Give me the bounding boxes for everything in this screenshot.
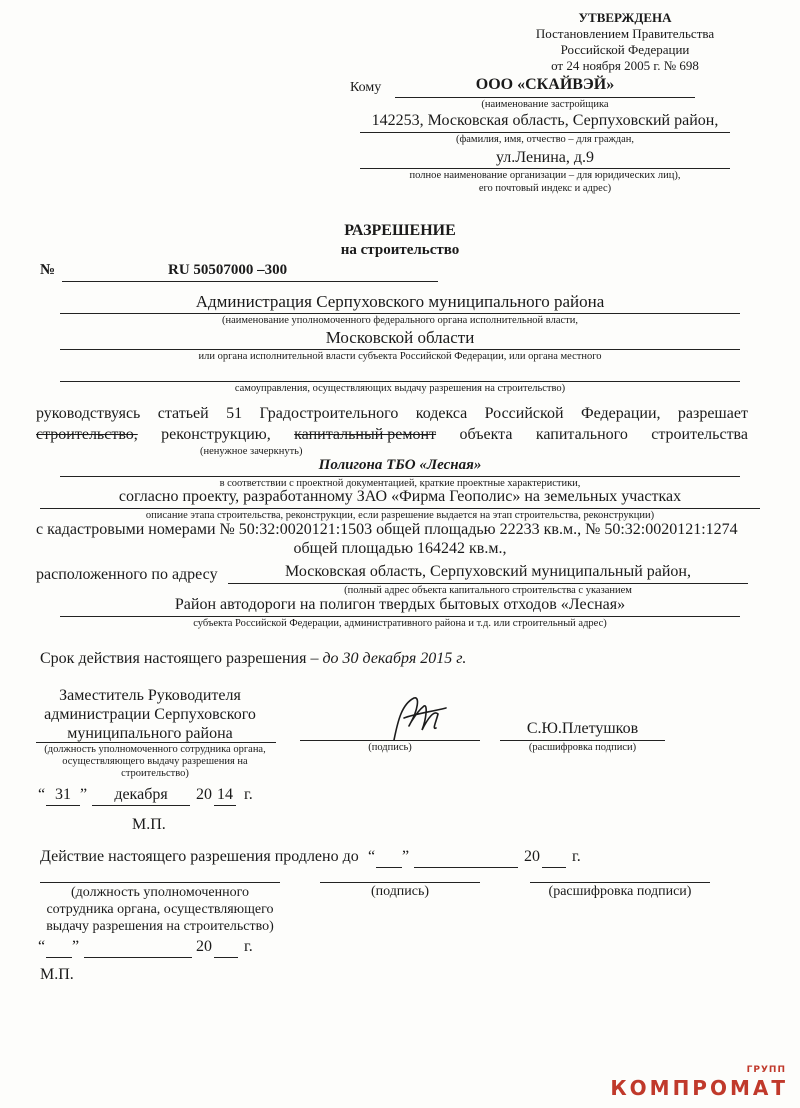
position-caption-1: (должность уполномоченного сотрудника органа, <box>44 744 266 755</box>
extension-date-close-quote: ” <box>72 938 80 955</box>
extension-month-line <box>414 867 518 868</box>
extension-date-day-line <box>46 957 72 958</box>
extension-signature-caption: (подпись) <box>370 884 430 899</box>
extension-year-unit: г. <box>572 848 581 865</box>
date-open-quote: “ <box>38 786 46 803</box>
cadastral-line-2: общей площадью 164242 кв.м., <box>293 540 507 557</box>
stamp-place-2: М.П. <box>40 966 74 983</box>
watermark-logo <box>610 1065 788 1100</box>
addressee-name-line <box>395 97 695 98</box>
authority-caption-3: самоуправления, осуществляющих выдачу разрешения на строительство) <box>234 383 566 394</box>
struck-capital-repair: капитальный ремонт <box>294 426 437 443</box>
body-word: объекта <box>459 426 513 443</box>
date-day: 31 <box>55 786 71 803</box>
signature-line <box>300 740 480 741</box>
reconstruction-word: реконструкцию, <box>161 426 271 443</box>
body-word: Российской <box>484 405 564 422</box>
extension-open-quote: “ <box>368 848 376 865</box>
approved-line1: Постановлением Правительства <box>535 26 715 41</box>
extension-signature-line <box>320 882 480 883</box>
location-1: Московская область, Серпуховский муниципальный район, <box>284 563 691 580</box>
struck-construction: строительство, <box>36 426 138 443</box>
signer-name-caption: (расшифровка подписи) <box>528 742 637 753</box>
validity-date: до 30 декабря 2015 г. <box>322 650 467 667</box>
addressee-caption-4: его почтовый индекс и адрес) <box>478 183 612 194</box>
extension-year-line <box>542 867 566 868</box>
document-title: РАЗРЕШЕНИЕ <box>344 222 456 239</box>
signer-name: С.Ю.Плетушков <box>526 720 639 737</box>
approved-block <box>520 10 730 74</box>
extension-day-line <box>376 867 402 868</box>
authority-caption-1: (наименование уполномоченного федерального органа исполнительной власти, <box>221 315 579 326</box>
extension-signer-line <box>530 882 710 883</box>
addressee-caption-2: (фамилия, имя, отчество – для граждан, <box>455 134 635 145</box>
stamp-place-1: М.П. <box>132 816 166 833</box>
position-caption <box>20 744 290 780</box>
extension-year-prefix: 20 <box>524 848 540 865</box>
watermark-small: ГРУПП <box>746 1065 786 1075</box>
body-word: Градостроительного <box>259 405 399 422</box>
extension-date-open-quote: “ <box>38 938 46 955</box>
date-year-unit: г. <box>244 786 253 803</box>
validity-text: Срок действия настоящего разрешения – <box>40 650 319 667</box>
signer-position-3: муниципального района <box>67 725 233 742</box>
document-subtitle: на строительство <box>340 242 460 258</box>
position-caption-2: осуществляющего выдачу разрешения на <box>62 756 248 767</box>
addressee-label: Кому <box>350 80 382 95</box>
location-1-line <box>228 583 748 584</box>
addressee-caption-3: полное наименование организации – для юридических лиц), <box>409 170 681 181</box>
date-year-line <box>214 805 236 806</box>
signer-name-line <box>500 740 665 741</box>
location-2: Район автодороги на полигон твердых бытовых отходов «Лесная» <box>174 596 626 613</box>
addressee-name: ООО «СКАЙВЭЙ» <box>475 76 615 93</box>
location-caption-1: (полный адрес объекта капитального строительства с указанием <box>344 585 632 596</box>
date-year-prefix: 20 <box>196 786 212 803</box>
location-2-line <box>60 616 740 617</box>
addressee-address-2: ул.Ленина, д.9 <box>495 149 595 166</box>
extension-date-month-line <box>84 957 192 958</box>
body-word: 51 <box>226 405 243 422</box>
addressee-address-1-line <box>360 132 730 133</box>
date-day-line <box>46 805 80 806</box>
date-month-line <box>92 805 190 806</box>
approved-title: УТВЕРЖДЕНА <box>578 10 672 25</box>
validity-line <box>40 650 466 668</box>
watermark-main: КОМПРОМАТ <box>610 1076 788 1100</box>
location-caption-2: субъекта Российской Федерации, административного района и т.д. или строительный адрес) <box>193 618 607 629</box>
position-line <box>36 742 276 743</box>
addressee-address-1: 142253, Московская область, Серпуховский район, <box>371 112 719 129</box>
extension-date-year-prefix: 20 <box>196 938 212 955</box>
extension-text: Действие настоящего разрешения продлено до <box>40 848 359 865</box>
approved-line3: от 24 ноября 2005 г. № 698 <box>551 58 699 73</box>
extension-date-year-unit: г. <box>244 938 253 955</box>
extension-signer-caption: (расшифровка подписи) <box>548 884 692 899</box>
body-word: статьей <box>157 405 209 422</box>
extension-position-caption-2: сотрудника органа, осуществляющего <box>46 902 274 917</box>
approved-line2: Российской Федерации <box>560 42 690 57</box>
object-caption-1: в соответствии с проектной документацией, краткие проектные характеристики, <box>219 478 581 489</box>
body-word: кодекса <box>415 405 468 422</box>
authority-line-3 <box>60 381 740 382</box>
signer-position-1: Заместитель Руководителя <box>59 687 241 704</box>
permit-number-line <box>62 281 438 282</box>
body-word: разрешает <box>677 405 748 422</box>
authority-line-1 <box>60 313 740 314</box>
date-year-suffix: 14 <box>217 786 233 803</box>
extension-position-caption <box>30 884 290 935</box>
cadastral-line-1: с кадастровыми номерами № 50:32:0020121:1503 общей площадью 22233 кв.м., № 50:32:0020121:1274 <box>36 521 738 538</box>
body-line-1 <box>36 405 748 423</box>
location-label: расположенного по адресу <box>36 566 218 583</box>
body-word: Федерации, <box>580 405 661 422</box>
date-month: декабря <box>114 786 168 803</box>
permit-number: RU 50507000 –300 <box>168 262 288 278</box>
authority-caption-2: или органа исполнительной власти субъекта Российской Федерации, или органа местного <box>198 351 602 362</box>
object-name: Полигона ТБО «Лесная» <box>318 457 482 473</box>
body-line-2 <box>36 426 748 444</box>
project-line <box>40 508 760 509</box>
signer-position-2: администрации Серпуховского <box>44 706 256 723</box>
signer-position <box>20 686 280 743</box>
extension-position-line <box>40 882 280 883</box>
body-word: руководствуясь <box>36 405 141 422</box>
addressee-caption-1: (наименование застройщика <box>481 99 609 110</box>
extension-date-year-line <box>214 957 238 958</box>
authority-line-2 <box>60 349 740 350</box>
extension-position-caption-1: (должность уполномоченного <box>71 885 249 900</box>
signature-caption: (подпись) <box>368 742 412 753</box>
body-word: капитального <box>535 426 628 443</box>
handwritten-signature <box>380 690 460 745</box>
authority-name-1: Администрация Серпуховского муниципального района <box>195 292 605 311</box>
position-caption-3: строительство) <box>121 768 189 779</box>
object-caption-2: описание этапа строительства, реконструкции, если разрешение выдается на этап строительства, реконструкции) <box>145 510 655 521</box>
project-description: согласно проекту, разработанному ЗАО «Фирма Геополис» на земельных участках <box>118 488 682 505</box>
extension-close-quote: ” <box>402 848 410 865</box>
authority-name-2: Московской области <box>325 328 475 347</box>
strike-caption: (ненужное зачеркнуть) <box>200 446 303 457</box>
extension-position-caption-3: выдачу разрешения на строительство) <box>46 919 274 934</box>
object-name-line <box>60 476 740 477</box>
body-word: строительства <box>651 426 748 443</box>
number-label: № <box>40 262 56 278</box>
date-close-quote: ” <box>80 786 88 803</box>
addressee-address-2-line <box>360 168 730 169</box>
